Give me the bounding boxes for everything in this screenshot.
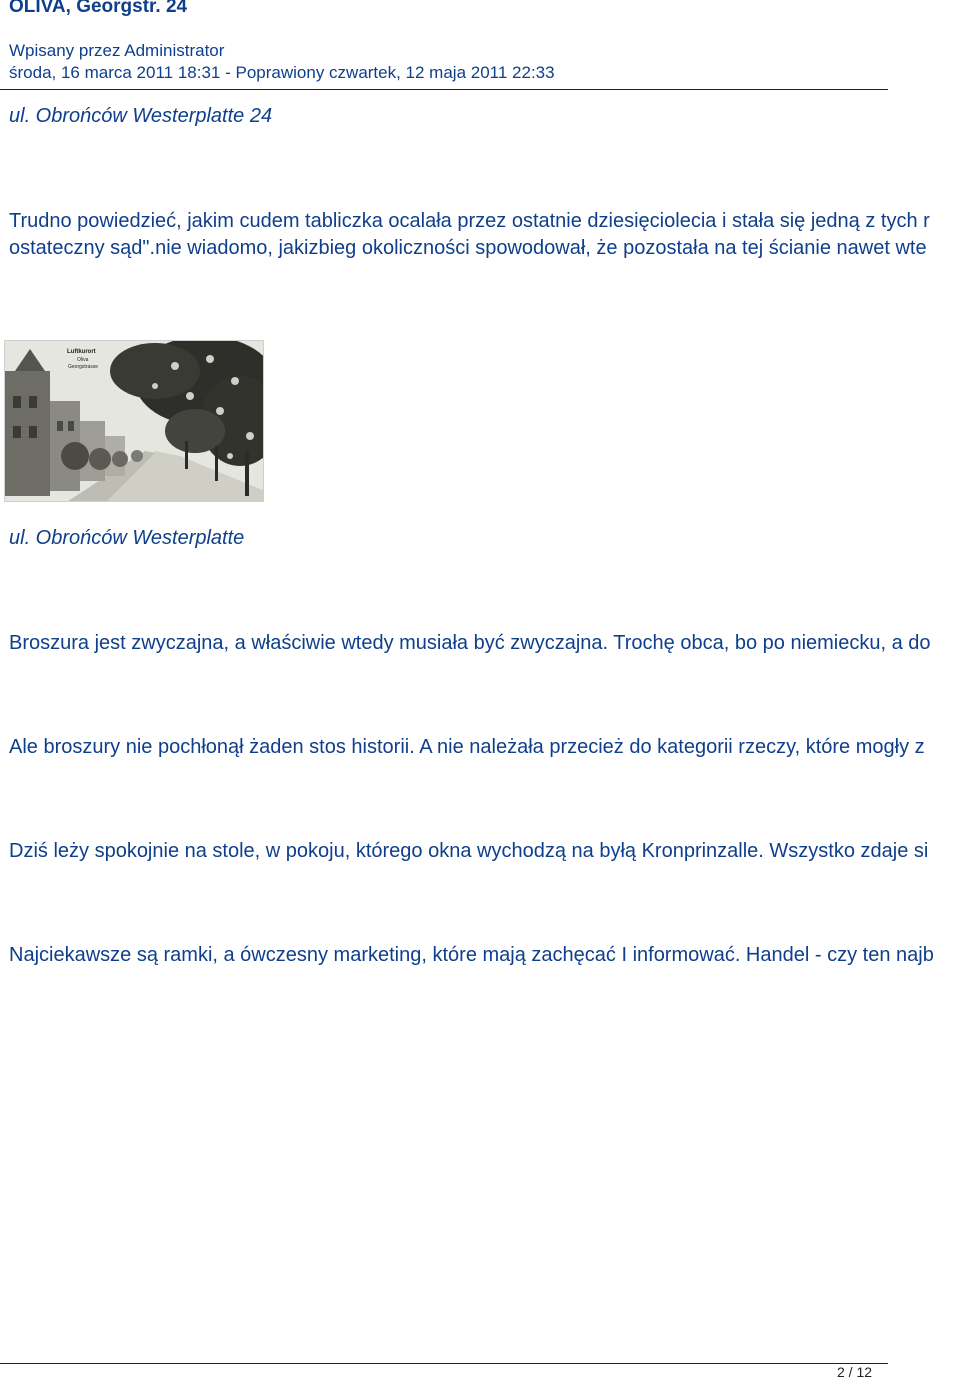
dates-line: środa, 16 marca 2011 18:31 - Poprawiony czwartek, 12 maja 2011 22:33 — [9, 63, 555, 82]
historic-street-photo-drawing — [5, 341, 264, 502]
photo-overlay-line-3: Georgstrasse — [68, 364, 99, 370]
photo-overlay-line-1: Luftkurort — [67, 349, 96, 355]
paragraph-2: Broszura jest zwyczajna, a właściwie wtedy musiała być zwyczajna. Trochę obca, bo po niemiecku, a do — [9, 632, 931, 654]
historic-street-photo — [4, 340, 264, 502]
paragraph-4: Dziś leży spokojnie na stole, w pokoju, którego okna wychodzą na byłą Kronprinzalle. Wszystko zdaje si — [9, 840, 929, 862]
article-title: OLIVA, Georgstr. 24 — [9, 0, 188, 17]
photo-overlay-line-2: Oliva — [77, 357, 89, 363]
page-number: 2 / 12 — [837, 1364, 873, 1380]
paragraph-5: Najciekawsze są ramki, a ówczesny marketing, które mają zachęcać I informować. Handel - czy ten najb — [9, 944, 934, 966]
footer-divider — [0, 1363, 888, 1364]
header-divider — [0, 89, 888, 90]
article-subheading: ul. Obrońców Westerplatte 24 — [9, 105, 273, 127]
author-line: Wpisany przez Administrator — [9, 41, 225, 60]
paragraph-3: Ale broszury nie pochłonął żaden stos historii. A nie należała przecież do kategorii rzeczy, które mogły z — [9, 736, 925, 758]
paragraph-1-line-2: ostateczny sąd".nie wiadomo, jakizbieg okoliczności spowodował, że pozostała na tej ścianie nawet wte — [9, 237, 927, 259]
photo-caption: ul. Obrońców Westerplatte — [9, 527, 245, 549]
paragraph-1-line-1: Trudno powiedzieć, jakim cudem tabliczka ocalała przez ostatnie dziesięciolecia i stała się jedną z tych r — [9, 210, 930, 232]
